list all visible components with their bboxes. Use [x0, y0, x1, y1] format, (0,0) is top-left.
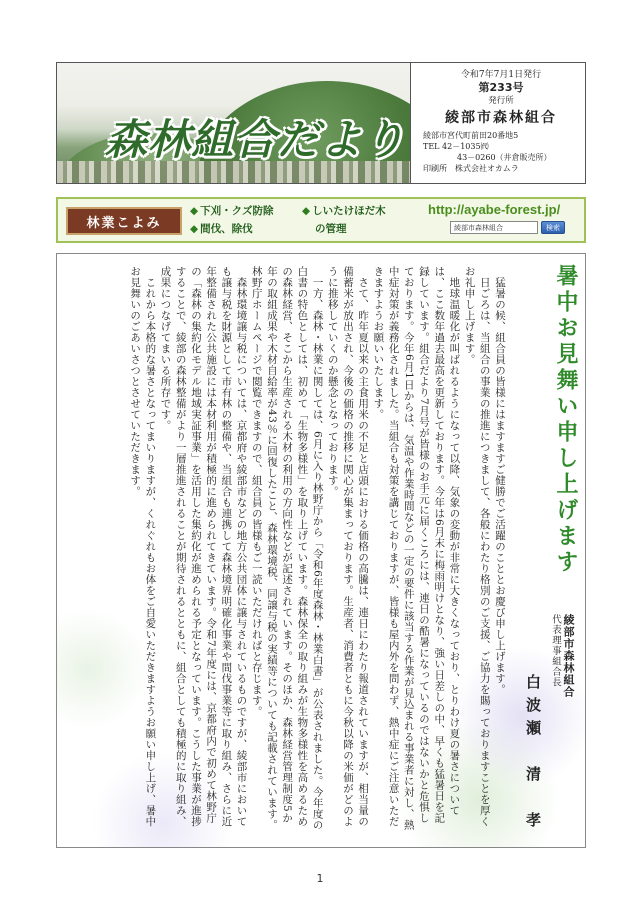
printer-name: 印刷所 株式会社オカムラ: [423, 163, 519, 173]
search-input[interactable]: 綾部市森林組合: [450, 221, 538, 234]
publisher-label: 発行所: [488, 95, 514, 106]
body-paragraph: 猛暑の候、組合員の皆様にはますますご健勝でご活躍のこととお慶び申し上げます。: [494, 276, 506, 695]
publisher-name: 綾部市森林組合: [445, 110, 557, 127]
calendar-item: ◆ しいたけほだ木: [302, 205, 386, 217]
article-headline: 暑中お見舞い申し上げます: [553, 264, 579, 576]
publication-info: [411, 63, 585, 183]
calendar-item: ◆ 下刈・クズ防除: [190, 205, 274, 217]
publisher-address: 綾部市宮代町前田20番地5: [423, 131, 519, 141]
diamond-icon: ◆: [190, 205, 199, 217]
forestry-calendar: [56, 197, 586, 243]
body-paragraph: 地球温暖化が叫ばれるようになって以降、気象の変動が非常に大きくなっており、とりわけ夏の暑さについては、ここ数年過去最高を更新しております。今年は6月末に梅雨明けとなり、強い日差しの中、早くも猛暑日を記録しています。組合だより7月号が皆様のお手元に届くころには、連日の酷暑になっているのではないかと危惧しております。今年6月1日からは、気温や作業時間などの一定の要件に該当する作業が見込まれる事業者に対し、熱中症対策が義務化されました。当組合も対策を講じておりますが、皆様も屋内外を問わず、熱中症にご注意いただきますようお願いいたします。: [372, 266, 461, 831]
body-paragraph: 日ごろは、当組合の事業の推進につきまして、各般にわたり格別のご支援、ご協力を賜っておりますことを厚くお礼申し上げます。: [463, 266, 491, 827]
body-paragraph: 森林環境譲与税については、京都府や綾部市などの地方公共団体に譲与されているものですが、綾部市においても譲与税を財源として市有林の整備や、当組合も連携して森林境界明確化事業や間伐事業等に取り組み、さらに近年整備された公共施設には本材利用が積極的に進められてきています。令和7年度には、京都府内で初めて林野庁の「森林の集約化モデル地域実証事業」を活用した集約化が進められる予定となっています。こうした事業が進捗することで、綾部の森林整備がより一層推進されることが期待されるとともに、組合としても積極的に取り組み、成果につなげてまいる所存です。: [159, 266, 248, 827]
article-body: [71, 266, 507, 834]
diamond-icon: ◆: [302, 205, 311, 217]
calendar-item: ◆ 間伐、除伐: [190, 223, 253, 235]
website-link[interactable]: http://ayabe-forest.jp/: [428, 202, 561, 217]
issue-date: 令和7年7月1日発行: [460, 70, 542, 80]
issue-number: 第233号: [478, 81, 524, 95]
publisher-tel-2: 43－0260（井倉販売所）: [457, 152, 552, 162]
body-paragraph: 一方、森林・林業に関しては、6月に入り林野庁から「令和6年度森林・林業白書」が公表されました。今年度の白書の特色としては、初めて「生物多様性」を取り上げています。森林保全の取り組みが生物多様性を高めるための森林経営、そこから生産される木材の利用の方向性などが記述されています。そのほか、森林経営管理制度5か年の取組成果や木材自給率が43％に回復したこと、森林環境税、同譲与税の実績等についても記載されています。林野庁ホームページで閲覧できますので、組合員の皆様もご一読いただければと存じます。: [250, 266, 324, 831]
signature-role: 代表理事組合長: [550, 614, 561, 688]
masthead: [56, 62, 586, 184]
newsletter-title: 森林組合だより: [105, 115, 407, 164]
masthead-banner-photo: [57, 63, 411, 183]
body-paragraph: これから本格的な暑さとなってまいりますが、くれぐれもお体をご自愛いただきますようお願い申し上げ、暑中お見舞いのごあいさつとさせていただきます。: [129, 266, 157, 827]
signature-name: 白波瀬 清 孝: [524, 674, 542, 835]
publisher-tel: TEL 42－1035㈹: [423, 142, 489, 152]
search-button[interactable]: 検索: [541, 221, 565, 234]
page-number: 1: [316, 872, 324, 885]
body-paragraph: さて、昨年夏以来の主食用米の不足と店頭における価格の高騰は、連日にわたり報道されていますが、相当量の備蓄米が放出され、今後の価格の推移に関心が集まっております。生産者、消費者ともに今秋以降の米価がどのように推移していくのか懸念となっております。: [326, 266, 370, 827]
diamond-icon: ◆: [190, 223, 199, 235]
calendar-item: の管理: [315, 223, 347, 235]
calendar-label: 林業こよみ: [66, 207, 182, 235]
signature-org: 綾部市森林組合: [562, 614, 575, 698]
greeting-article: [56, 253, 586, 848]
